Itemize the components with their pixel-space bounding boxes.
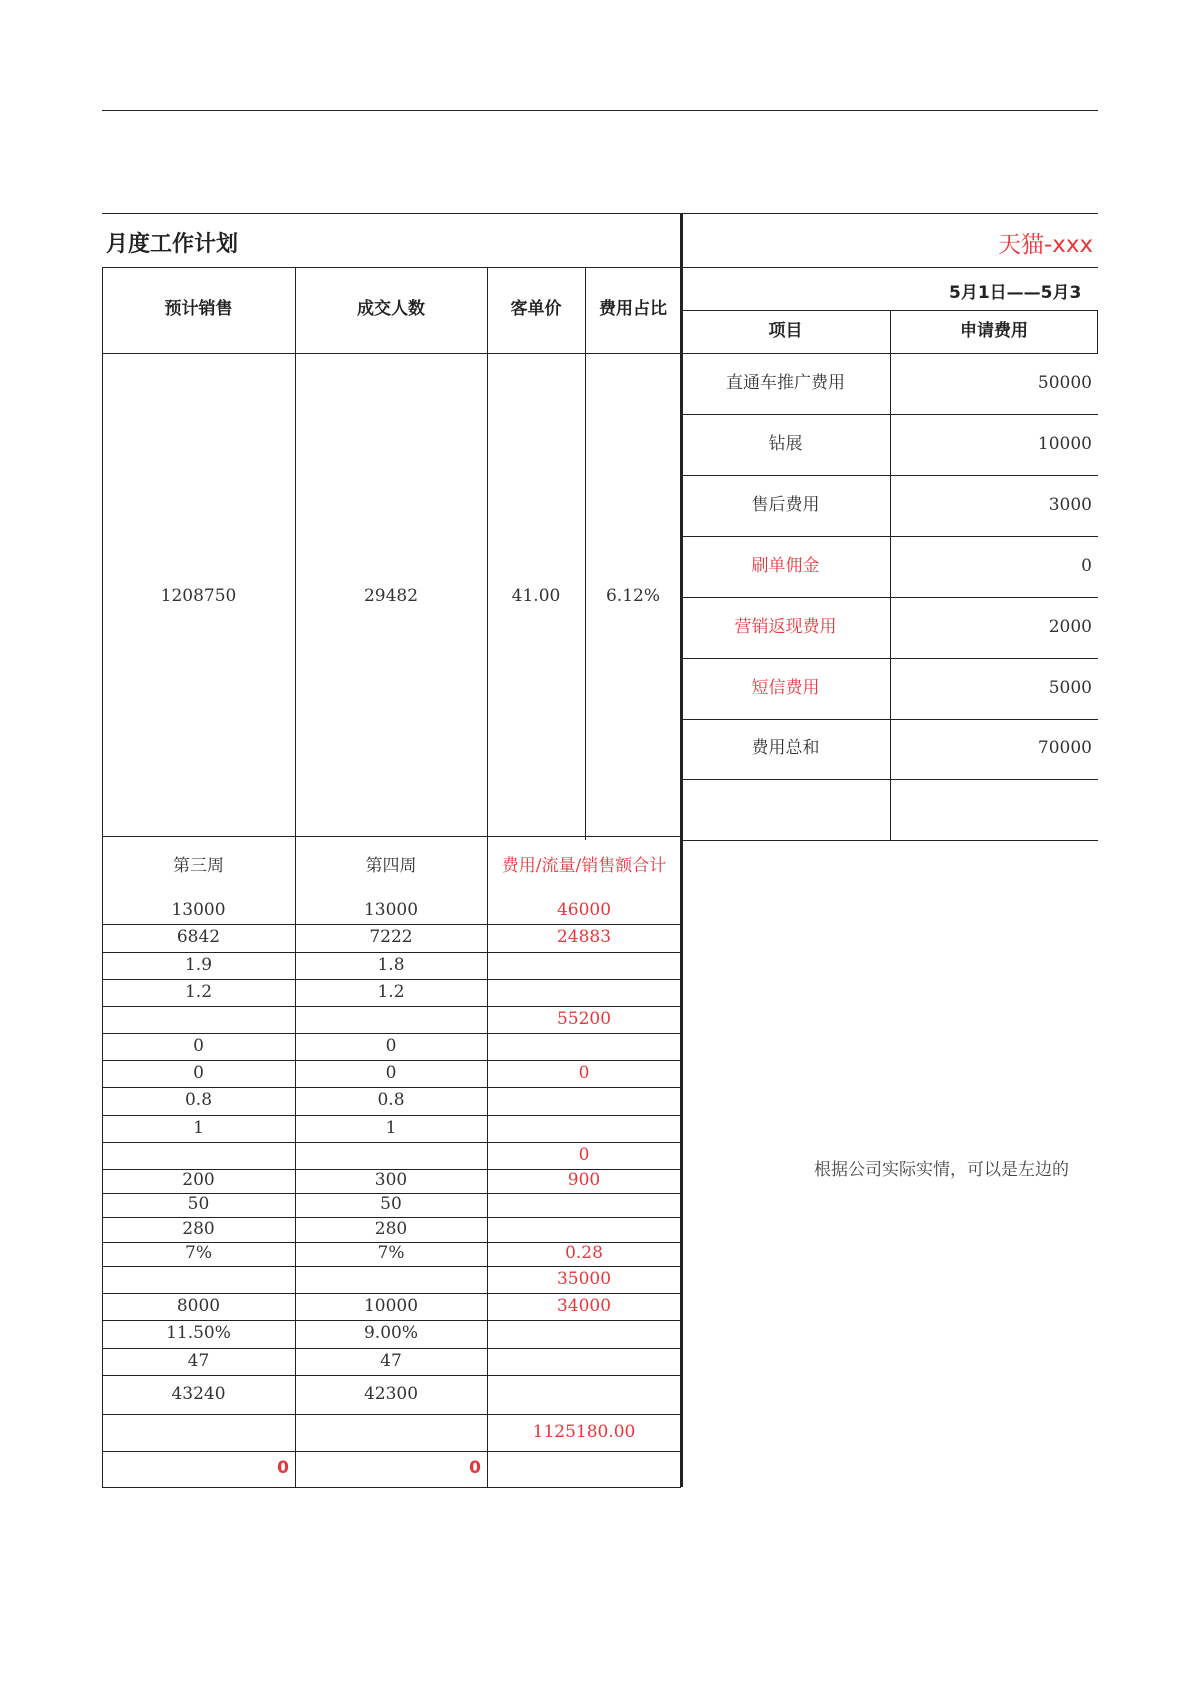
weekly-header: 费用/流量/销售额合计 xyxy=(501,855,667,876)
weekly-cell: 0 xyxy=(385,1062,397,1083)
weekly-cell: 1.8 xyxy=(377,954,405,975)
weekly-cell xyxy=(487,1115,681,1142)
weekly-cell xyxy=(295,1266,487,1293)
header-unit-price: 客单价 xyxy=(510,299,562,320)
weekly-cell: 900 xyxy=(567,1170,601,1191)
weekly-cell: 280 xyxy=(374,1218,408,1239)
weekly-cell: 24883 xyxy=(556,927,612,948)
unit-price-value: 41.00 xyxy=(511,585,561,606)
weekly-cell: 13000 xyxy=(171,899,226,920)
weekly-cell: 43240 xyxy=(171,1383,226,1404)
expense-cost: 0 xyxy=(1081,555,1092,576)
divider xyxy=(681,840,1098,841)
weekly-cell: 7% xyxy=(185,1243,212,1264)
weekly-cell: 0 xyxy=(193,1035,204,1056)
weekly-cell: 1.9 xyxy=(184,954,213,975)
weekly-header: 第四周 xyxy=(365,855,417,876)
weekly-cell: 7% xyxy=(377,1243,405,1264)
page-title: 月度工作计划 xyxy=(106,232,239,257)
expense-item: 售后费用 xyxy=(751,494,820,515)
cost-ratio-value: 6.12% xyxy=(605,585,660,606)
weekly-cell xyxy=(487,1451,681,1487)
weekly-cell: 47 xyxy=(380,1350,402,1371)
expense-item: 钻展 xyxy=(768,433,803,454)
weekly-cell xyxy=(102,1142,295,1169)
weekly-cell xyxy=(102,1266,295,1293)
divider xyxy=(102,1487,681,1488)
weekly-cell: 11.50% xyxy=(166,1323,231,1344)
header-cost-ratio: 费用占比 xyxy=(599,299,667,320)
expense-cost: 5000 xyxy=(1048,677,1092,698)
expected-sales-value: 1208750 xyxy=(160,585,237,606)
weekly-cell: 0.28 xyxy=(565,1243,603,1264)
weekly-cell: 1 xyxy=(385,1117,397,1138)
expense-cost: 2000 xyxy=(1048,616,1092,637)
weekly-cell: 0 xyxy=(578,1062,590,1083)
weekly-cell: 13000 xyxy=(363,899,419,920)
expense-item: 短信费用 xyxy=(751,677,820,698)
divider xyxy=(681,836,682,1487)
expense-cost: 3000 xyxy=(1048,494,1092,515)
buyers-value: 29482 xyxy=(363,585,419,606)
weekly-cell: 47 xyxy=(187,1350,210,1371)
expense-item: 直通车推广费用 xyxy=(726,372,845,393)
expense-item: 营销返现费用 xyxy=(734,616,837,637)
weekly-cell: 1.2 xyxy=(184,981,213,1002)
weekly-cell xyxy=(487,1087,681,1115)
weekly-cell: 1.2 xyxy=(377,981,405,1002)
weekly-cell xyxy=(487,1033,681,1060)
weekly-cell: 34000 xyxy=(556,1295,612,1316)
weekly-cell xyxy=(487,979,681,1006)
weekly-cell: 6842 xyxy=(176,927,221,948)
weekly-cell xyxy=(295,1414,487,1451)
expense-item xyxy=(681,779,890,840)
weekly-cell: 0 xyxy=(193,1062,204,1083)
weekly-cell: 42300 xyxy=(363,1383,419,1404)
date-range: 5月1日——5月3 xyxy=(949,283,1082,303)
expense-cost: 70000 xyxy=(1037,738,1092,759)
weekly-cell: 50 xyxy=(187,1194,210,1215)
weekly-cell: 46000 xyxy=(556,899,612,920)
note-text: 根据公司实际实情，可以是左边的 xyxy=(814,1160,1069,1180)
weekly-cell: 0.8 xyxy=(184,1090,213,1111)
expense-cost xyxy=(890,779,1098,840)
expense-cost: 10000 xyxy=(1037,433,1092,454)
header-expected-sales: 预计销售 xyxy=(164,299,233,320)
weekly-cell xyxy=(487,952,681,979)
expense-cost: 50000 xyxy=(1037,372,1092,393)
expense-item: 刷单佣金 xyxy=(751,555,820,576)
weekly-cell: 35000 xyxy=(556,1268,612,1289)
header-requested-cost: 申请费用 xyxy=(960,320,1028,341)
weekly-cell: 55200 xyxy=(556,1008,612,1029)
weekly-cell xyxy=(102,1414,295,1451)
weekly-cell: 10000 xyxy=(363,1295,419,1316)
weekly-cell xyxy=(487,1217,681,1242)
weekly-cell xyxy=(487,1375,681,1414)
weekly-cell: 7222 xyxy=(369,927,413,948)
weekly-cell: 50 xyxy=(380,1194,402,1215)
weekly-cell: 1 xyxy=(193,1117,204,1138)
weekly-cell xyxy=(295,1006,487,1033)
weekly-cell: 0 xyxy=(469,1458,481,1479)
weekly-header: 第三周 xyxy=(173,855,224,876)
weekly-cell xyxy=(487,1193,681,1217)
weekly-cell: 280 xyxy=(182,1218,215,1239)
weekly-cell: 0.8 xyxy=(377,1090,405,1111)
weekly-cell xyxy=(102,1006,295,1033)
weekly-cell: 300 xyxy=(374,1170,408,1191)
weekly-cell: 9.00% xyxy=(363,1323,418,1344)
weekly-cell: 0 xyxy=(578,1144,590,1165)
weekly-cell: 8000 xyxy=(176,1295,221,1316)
weekly-cell xyxy=(487,1320,681,1348)
weekly-cell: 1125180.00 xyxy=(532,1421,636,1442)
header-buyers: 成交人数 xyxy=(357,299,425,320)
table-top-border xyxy=(102,213,1098,214)
header-item: 项目 xyxy=(768,320,803,341)
expense-item: 费用总和 xyxy=(751,738,820,759)
weekly-cell: 200 xyxy=(182,1170,215,1191)
top-rule xyxy=(102,110,1098,111)
weekly-cell: 0 xyxy=(385,1035,397,1056)
weekly-cell xyxy=(487,1348,681,1375)
brand-title: 天猫-xxx xyxy=(998,232,1094,258)
weekly-cell xyxy=(295,1142,487,1169)
weekly-cell: 0 xyxy=(277,1458,289,1479)
